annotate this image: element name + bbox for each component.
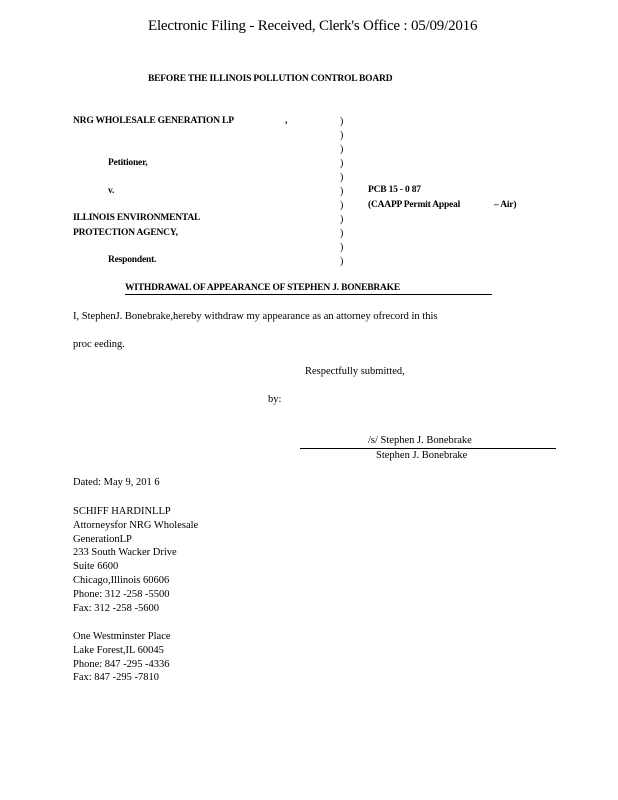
respondent-name-line2: PROTECTION AGENCY, (73, 228, 178, 238)
petitioner-label: Petitioner, (108, 158, 148, 168)
caption-paren: ) (340, 172, 344, 183)
caption-paren: ) (340, 186, 344, 197)
office-address-block (73, 630, 171, 685)
caption-paren: ) (340, 130, 344, 141)
firm-line: Phone: 312 -258 -5500 (73, 588, 170, 600)
body-line-2: proc eeding. (73, 339, 125, 350)
case-type: (CAAPP Permit Appeal (368, 200, 461, 210)
petitioner-comma: , (285, 116, 288, 126)
caption-paren: ) (340, 144, 344, 155)
title-underline (125, 294, 492, 295)
firm-line: SCHIFF HARDINLLP (73, 506, 171, 517)
caption-paren: ) (340, 214, 344, 225)
versus-label: v. (108, 186, 115, 196)
signature: /s/ Stephen J. Bonebrake (368, 435, 472, 446)
respondent-label: Respondent. (108, 255, 157, 265)
office-line: Lake Forest,IL 60045 (73, 644, 164, 656)
caption-paren: ) (340, 116, 344, 127)
caption-paren: ) (340, 256, 344, 267)
signer-name: Stephen J. Bonebrake (376, 450, 468, 461)
office-line: Fax: 847 -295 -7810 (73, 672, 160, 684)
filing-stamp: Electronic Filing - Received, Clerk's Office : 05/09/2016 (148, 18, 478, 34)
closing: Respectfully submitted, (305, 366, 405, 377)
case-number: PCB 15 - 0 87 (368, 185, 421, 195)
caption-paren-column (340, 115, 343, 269)
firm-line: 233 South Wacker Drive (73, 547, 177, 559)
firm-line: Chicago,Illinois 60606 (73, 574, 170, 586)
caption-paren: ) (340, 200, 344, 211)
office-line: Phone: 847 -295 -4336 (73, 658, 170, 670)
firm-line: Fax: 312 -258 -5600 (73, 602, 160, 614)
petitioner-name: NRG WHOLESALE GENERATION LP (73, 116, 234, 126)
body-line-1: I, StephenJ. Bonebrake,hereby withdraw my appearance as an attorney ofrecord in this (73, 311, 438, 322)
caption-paren: ) (340, 228, 344, 239)
signature-line (300, 448, 556, 449)
firm-line: Attorneysfor NRG Wholesale (73, 519, 199, 531)
office-line: One Westminster Place (73, 631, 171, 642)
document-title: WITHDRAWAL OF APPEARANCE OF STEPHEN J. BONEBRAKE (125, 283, 400, 293)
caption-paren: ) (340, 158, 344, 169)
caption-paren: ) (340, 242, 344, 253)
firm-address-block (73, 505, 198, 615)
board-heading: BEFORE THE ILLINOIS POLLUTION CONTROL BOARD (148, 74, 393, 84)
case-type-end: – Air) (494, 200, 517, 210)
firm-line: GenerationLP (73, 533, 132, 545)
respondent-name-line1: ILLINOIS ENVIRONMENTAL (73, 213, 201, 223)
dated-line: Dated: May 9, 201 6 (73, 477, 160, 488)
by-label: by: (268, 394, 282, 405)
firm-line: Suite 6600 (73, 561, 119, 573)
